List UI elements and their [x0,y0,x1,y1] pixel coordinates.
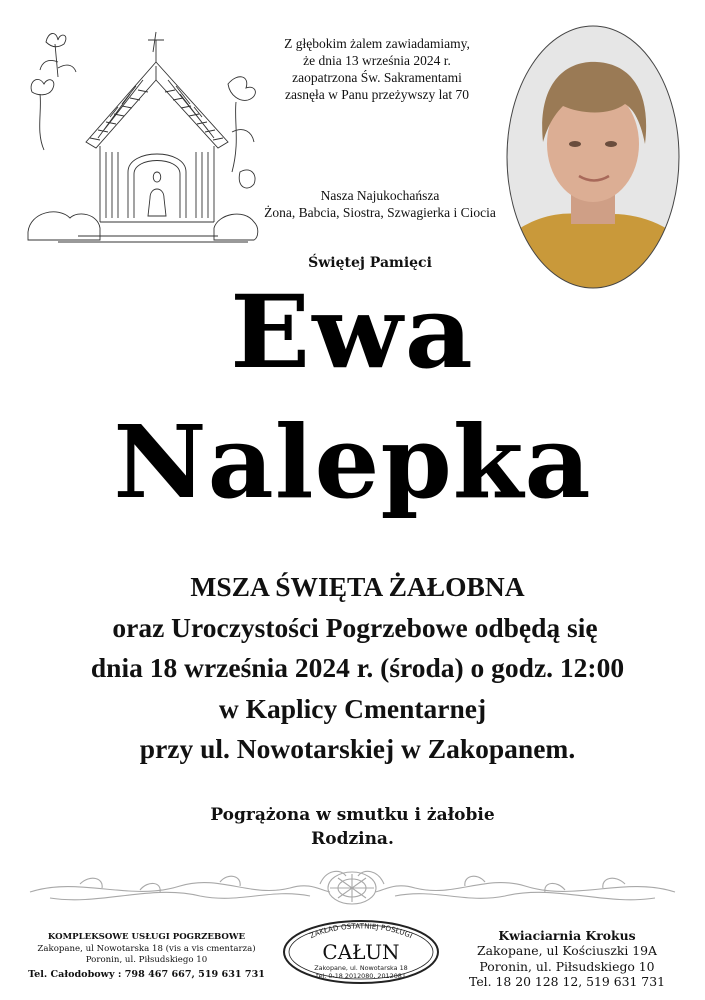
family-relation-text [255,187,505,221]
logo-address: Zakopane, ul. Nowotarska 18 [314,964,408,972]
ceremony-line-3: dnia 18 września 2024 r. (środa) o godz. 12:00 [90,652,625,683]
closing-line-2: Rodzina. [311,829,394,849]
ceremony-line-5: przy ul. Nowotarskiej w Zakopanem. [139,733,576,764]
closing-signature [0,803,705,851]
florist-name: Kwiaciarnia Krokus [498,928,636,943]
family-line-1: Nasza Najukochańsza [320,188,440,203]
funeral-services-address-1: Zakopane, ul Nowotarska 18 (vis a vis cmentarza) [37,943,256,954]
first-name: Ewa [230,273,475,391]
ceremony-line-1: MSZA ŚWIĘTA ŻAŁOBNA [190,571,525,602]
calun-logo [281,916,441,986]
ceremony-line-2: oraz Uroczystości Pogrzebowe odbędą się [112,611,598,643]
funeral-services-title: KOMPLEKSOWE USŁUGI POGRZEBOWE [47,932,246,942]
logo-phone: tel. 0-18 2012080, 2012081 [316,972,406,980]
announcement-text [262,35,492,103]
logo-arc-text: ZAKŁAD OSTATNIEJ POSŁUGI [308,921,414,941]
florist-address-2: Poronin, ul. Piłsudskiego 10 [479,958,655,974]
dedication-label: Świętej Pamięci [308,255,432,271]
intro-line-3: zaopatrzona Św. Sakramentami [292,70,462,85]
logo-name: CAŁUN [322,940,400,964]
decorative-ornament-divider [20,862,685,910]
florist-phone: Tel. 18 20 128 12, 519 631 731 [469,973,665,989]
last-name: Nalepka [113,403,592,521]
funeral-services-phone: Tel. Całodobowy : 798 467 667, 519 631 731 [28,968,265,980]
portrait-photo [505,24,681,290]
funeral-services-address-2: Poronin, ul. Piłsudskiego 10 [85,955,208,966]
chapel-sketch-illustration [18,22,263,247]
intro-line-2: że dnia 13 września 2024 r. [303,53,451,68]
intro-line-4: zasnęła w Panu przeżywszy lat 70 [284,87,470,102]
intro-line-1: Z głębokim żalem zawiadamiamy, [284,36,470,51]
funeral-services-footer [14,932,279,980]
ceremony-line-4: w Kaplicy Cmentarnej [218,692,487,724]
family-line-2: Żona, Babcia, Siostra, Szwagierka i Ciocia [264,205,496,220]
funeral-ceremony-info [0,567,705,770]
florist-footer [442,928,692,989]
closing-line-1: Pogrążona w smutku i żałobie [210,805,495,825]
florist-address-1: Zakopane, ul Kościuszki 19A [477,943,657,959]
